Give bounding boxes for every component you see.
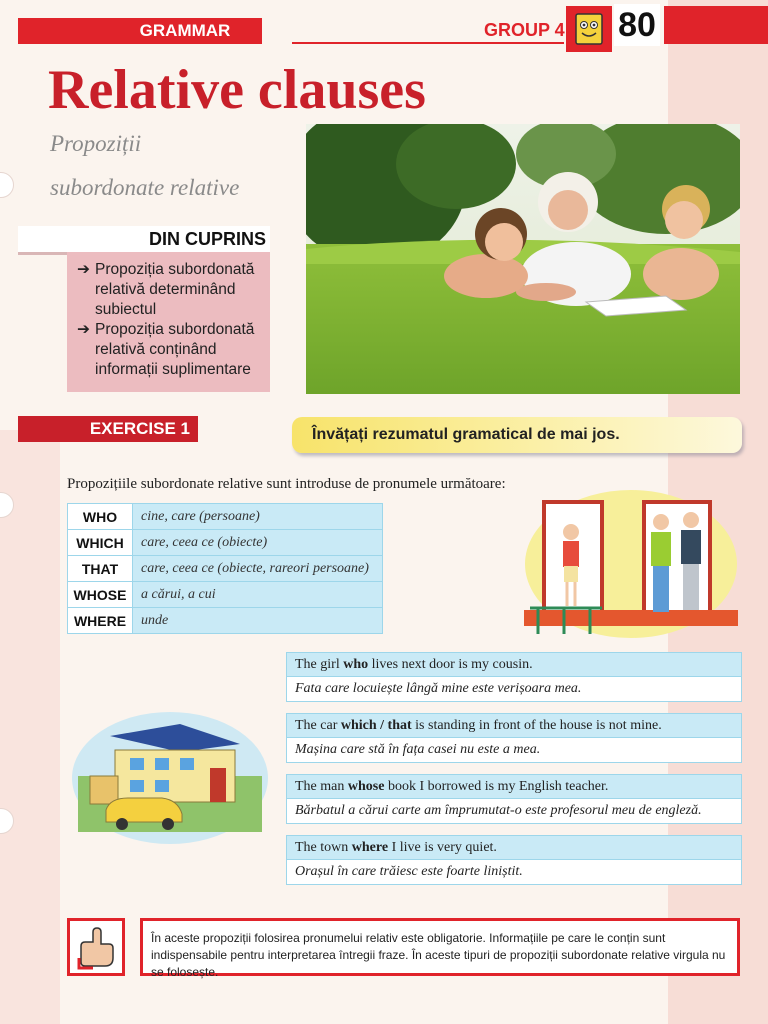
sentence-part: lives next door is my cousin. <box>368 657 533 672</box>
relative-pronoun: which / that <box>340 718 412 733</box>
note-text: În aceste propoziții folosirea pronumelui relativ este obligatorie. Informațiile pe care le conțin sunt indispensabile pentru interpretarea întregii fraze. În aceste tipuri de propoziții subordonate relative virgula nu se folosește. <box>140 918 740 976</box>
sentence-part: The man <box>295 779 348 794</box>
arrow-right-icon: ➔ <box>77 321 90 338</box>
example-romanian: Mașina care stă în fața casei nu este a mea. <box>286 738 742 763</box>
subtitle-line: Propoziții <box>50 131 142 156</box>
relative-pronoun: who <box>343 657 369 672</box>
pronoun-word: WHO <box>68 504 133 530</box>
contents-heading <box>18 226 270 255</box>
header-corner-block <box>664 6 768 44</box>
exercise-instruction: Învățați rezumatul gramatical de mai jos. <box>292 417 742 453</box>
pronoun-word: WHOSE <box>68 582 133 608</box>
example-romanian: Fata care locuiește lângă mine este verișoara mea. <box>286 677 742 702</box>
table-row <box>68 608 383 634</box>
example-english <box>286 835 742 860</box>
contents-heading-text: DIN CUPRINS <box>148 229 266 249</box>
intro-text: Propozițiile subordonate relative sunt introduse de pronumele următoare: <box>67 476 506 492</box>
sentence-part: The town <box>295 840 352 855</box>
contents-item-text: Propoziția subordonată relativă determinând subiectul <box>95 261 255 318</box>
sentence-part: book I borrowed is my English teacher. <box>384 779 609 794</box>
house-car-illustration <box>70 706 270 846</box>
table-row <box>68 530 383 556</box>
page-number: 80 <box>614 4 660 46</box>
pronoun-word: WHERE <box>68 608 133 634</box>
sentence-part: The car <box>295 718 341 733</box>
contents-item-text: Propoziția subordonată relativă conținând informații suplimentare <box>95 321 255 378</box>
sentence-part: is standing in front of the house is not mine. <box>411 718 662 733</box>
example-pair <box>286 774 742 824</box>
table-row <box>68 556 383 582</box>
contents-box <box>67 252 270 392</box>
photo-family-on-grass <box>306 124 740 394</box>
example-pair <box>286 652 742 702</box>
left-margin-band <box>0 430 60 1024</box>
binder-hole <box>0 172 14 198</box>
pointing-hand-icon <box>67 918 125 976</box>
section-banner <box>18 18 262 44</box>
pronoun-translation: care, ceea ce (obiecte, rareori persoane) <box>133 556 383 582</box>
example-romanian: Bărbatul a cărui carte am împrumutat-o este profesorul meu de engleză. <box>286 799 742 824</box>
section-label: GRAMMAR <box>139 21 231 40</box>
neighbors-doorway-illustration <box>524 488 738 640</box>
pronoun-translation: unde <box>133 608 383 634</box>
book-mascot-icon <box>566 6 612 52</box>
example-pair <box>286 835 742 885</box>
subtitle-line: subordonate relative <box>50 175 240 200</box>
pronoun-translation: care, ceea ce (obiecte) <box>133 530 383 556</box>
arrow-right-icon: ➔ <box>77 261 90 278</box>
group-label: GROUP 4 <box>484 20 565 40</box>
page-subtitle <box>50 122 239 210</box>
example-sentences <box>286 652 742 896</box>
table-row <box>68 582 383 608</box>
example-english <box>286 774 742 799</box>
example-english <box>286 652 742 677</box>
contents-item <box>77 320 264 380</box>
sentence-part: I live is very quiet. <box>388 840 497 855</box>
example-romanian: Orașul în care trăiesc este foarte liniștit. <box>286 860 742 885</box>
table-row <box>68 504 383 530</box>
exercise-label: EXERCISE 1 <box>18 416 198 442</box>
example-english <box>286 713 742 738</box>
pronoun-word: WHICH <box>68 530 133 556</box>
pronoun-translation: a cărui, a cui <box>133 582 383 608</box>
page-title: Relative clauses <box>48 59 426 121</box>
pronoun-table <box>67 503 383 634</box>
pronoun-word: THAT <box>68 556 133 582</box>
relative-pronoun: whose <box>347 779 385 794</box>
header-rule <box>292 42 564 44</box>
sentence-part: The girl <box>295 657 344 672</box>
example-pair <box>286 713 742 763</box>
contents-item <box>77 260 264 320</box>
relative-pronoun: where <box>351 840 389 855</box>
pronoun-translation: cine, care (persoane) <box>133 504 383 530</box>
